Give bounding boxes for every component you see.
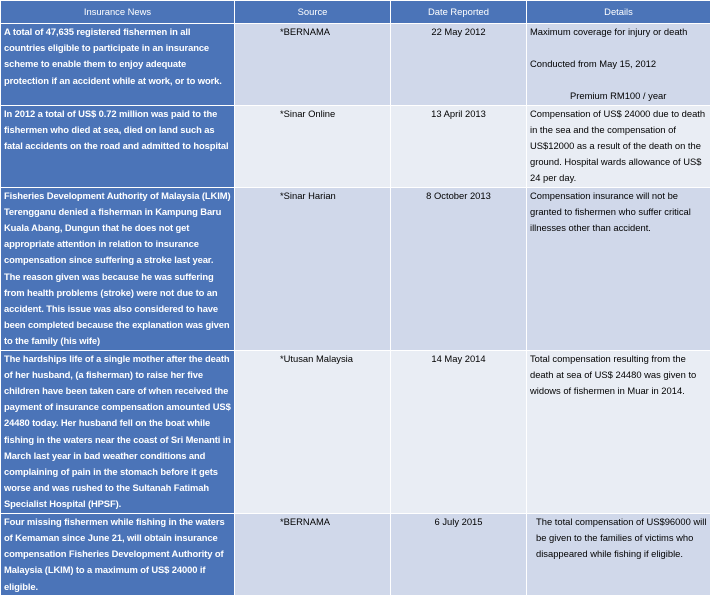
details-text: The total compensation of US$96000 will be given to the families of victims who disappeared while fishing if eligible. bbox=[530, 514, 707, 563]
details-line: Conducted from May 15, 2012 bbox=[530, 58, 656, 69]
news-cell: Fisheries Development Authority of Malaysia (LKIM) Terengganu denied a fisherman in Kampung Baru Kuala Abang, Dungun that he does not get appropriate attention in relation to insurance compensation since suffering a stroke last year. The reason given was because he was suffering from health problems (stroke) were not due to an accident. This issue was also considered to have been completed because the explanation was given to the family (his wife) bbox=[1, 187, 235, 350]
header-details: Details bbox=[527, 1, 710, 24]
source-cell: *Utusan Malaysia bbox=[235, 350, 391, 513]
date-cell: 6 July 2015 bbox=[391, 513, 527, 595]
table-row bbox=[1, 187, 710, 350]
details-cell: Compensation insurance will not be granted to fishermen who suffer critical illnesses other than accident. bbox=[527, 187, 710, 350]
date-cell: 8 October 2013 bbox=[391, 187, 527, 350]
details-cell bbox=[527, 513, 710, 595]
news-cell: A total of 47,635 registered fishermen in all countries eligible to participate in an insurance scheme to enable them to enjoy adequate protection if an accident while at work, or to work. bbox=[1, 24, 235, 106]
source-cell: *BERNAMA bbox=[235, 24, 391, 106]
table-row bbox=[1, 350, 710, 513]
header-date-reported: Date Reported bbox=[391, 1, 527, 24]
source-cell: *Sinar Harian bbox=[235, 187, 391, 350]
news-cell: In 2012 a total of US$ 0.72 million was paid to the fishermen who died at sea, died on land such as fatal accidents on the road and admitted to hospital bbox=[1, 105, 235, 187]
news-cell: Four missing fishermen while fishing in the waters of Kemaman since June 21, will obtain insurance compensation Fisheries Development Authority of Malaysia (LKIM) to a maximum of US$ 24000 if eligible. bbox=[1, 513, 235, 595]
details-line: Maximum coverage for injury or death bbox=[530, 26, 687, 37]
header-row bbox=[1, 1, 710, 24]
details-cell bbox=[527, 24, 710, 106]
date-cell: 22 May 2012 bbox=[391, 24, 527, 106]
source-cell: *Sinar Online bbox=[235, 105, 391, 187]
news-cell: The hardships life of a single mother after the death of her husband, (a fisherman) to raise her five children have been taken care of when received the payment of insurance compensation amounted US$ 24480 today. Her husband fell on the boat while fishing in the waters near the coast of Sri Menanti in March last year in bad weather conditions and complaining of pain in the stomach before it gets worse and was rushed to the Sultanah Fatimah Specialist Hospital (HPSF). bbox=[1, 350, 235, 513]
details-cell: Total compensation resulting from the death at sea of US$ 24480 was given to widows of fishermen in Muar in 2014. bbox=[527, 350, 710, 513]
table-row bbox=[1, 24, 710, 106]
details-line: Premium RM100 / year bbox=[530, 88, 707, 104]
source-cell: *BERNAMA bbox=[235, 513, 391, 595]
header-source: Source bbox=[235, 1, 391, 24]
table-row bbox=[1, 513, 710, 595]
details-cell: Compensation of US$ 24000 due to death in the sea and the compensation of US$12000 as a result of the death on the ground. Hospital wards allowance of US$ 24 per day. bbox=[527, 105, 710, 187]
date-cell: 14 May 2014 bbox=[391, 350, 527, 513]
table-row bbox=[1, 105, 710, 187]
header-insurance-news: Insurance News bbox=[1, 1, 235, 24]
date-cell: 13 April 2013 bbox=[391, 105, 527, 187]
